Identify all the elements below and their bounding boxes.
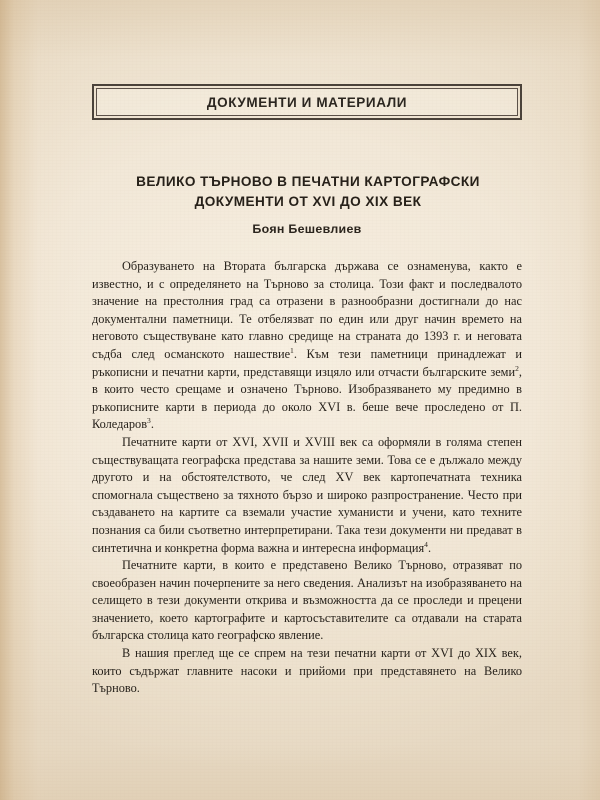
footnote-marker-4: 4 bbox=[424, 539, 428, 549]
footnote-marker-1: 1 bbox=[290, 345, 294, 355]
page-content-column bbox=[92, 0, 522, 800]
article-title-line-2: ДОКУМЕНТИ ОТ XVI ДО XIX ВЕК bbox=[194, 194, 422, 210]
rubric-banner bbox=[92, 84, 522, 120]
article-body bbox=[92, 258, 522, 698]
article-author: Боян Бешевлиев bbox=[252, 222, 362, 236]
paragraph-2-segment-1: Печатните карти от XVI, XVII и XVIII век са оформяли в голяма степен съществуващата географска представа за нашите земи. Това се е дължало между другото и на обстоятелството, че след XV век картопечатната техника спомогнала съществено за тяхното бързо и широко разпространение. Често при създаването на картите са вземали участие хуманисти и учени, като техните познания са били съответно интерпретирани. Така тези документи ни предават в синтетична и конкретна форма важна и интересна информация bbox=[92, 434, 522, 555]
article-title-line-1: ВЕЛИКО ТЪРНОВО В ПЕЧАТНИ КАРТОГРАФСКИ bbox=[136, 174, 480, 190]
footnote-marker-2: 2 bbox=[515, 363, 519, 373]
paragraph-1-segment-4: . bbox=[150, 417, 154, 432]
paragraph-2-segment-2: . bbox=[427, 540, 432, 555]
rubric-label: ДОКУМЕНТИ И МАТЕРИАЛИ bbox=[206, 94, 408, 110]
paragraph-4: В нашия преглед ще се спрем на тези печатни карти от XVI до XIX век, които съдържат главните насоки и прийоми при представянето на Велико Търново. bbox=[92, 646, 522, 696]
paragraph-1 bbox=[92, 258, 522, 434]
paragraph-2 bbox=[92, 434, 522, 557]
paragraph-1-segment-3: , в които често срещаме и означено Търново. Изобразяването му предимно в ръкописните карти в периода до около XVI в. беше вече проследено от П. Коледаров bbox=[92, 364, 522, 432]
paragraph-3: Печатните карти, в които е представено Велико Търново, отразяват по своеобразен начин почерпените за него сведения. Анализът на изобразяването на селището в тези документи открива и възможността да се проследи и прецени значението, което картографите и картосъставителите са отдавали на старата българска столица като географско явление. bbox=[92, 558, 522, 643]
paragraph-1-segment-1: Образуването на Втората българска държава се ознаменува, както е известно, и с определянето на Търново за столица. Този факт и последвалото значение на престолния град са отразени в разнообразни достигнали до нас документални паметници. Те отбелязват по един или друг начин времето на неговото съществуване като главно средище на страната до 1393 г. и неговата съдба след османското нашествие bbox=[92, 259, 522, 361]
article-title bbox=[106, 172, 510, 212]
footnote-marker-3: 3 bbox=[147, 416, 151, 426]
paragraph-1-segment-2: . Към тези паметници принадлежат и ръкописни и печатни карти, представящи изцяло или отчасти българските земи bbox=[92, 346, 522, 379]
rubric-banner-inner bbox=[96, 88, 518, 116]
